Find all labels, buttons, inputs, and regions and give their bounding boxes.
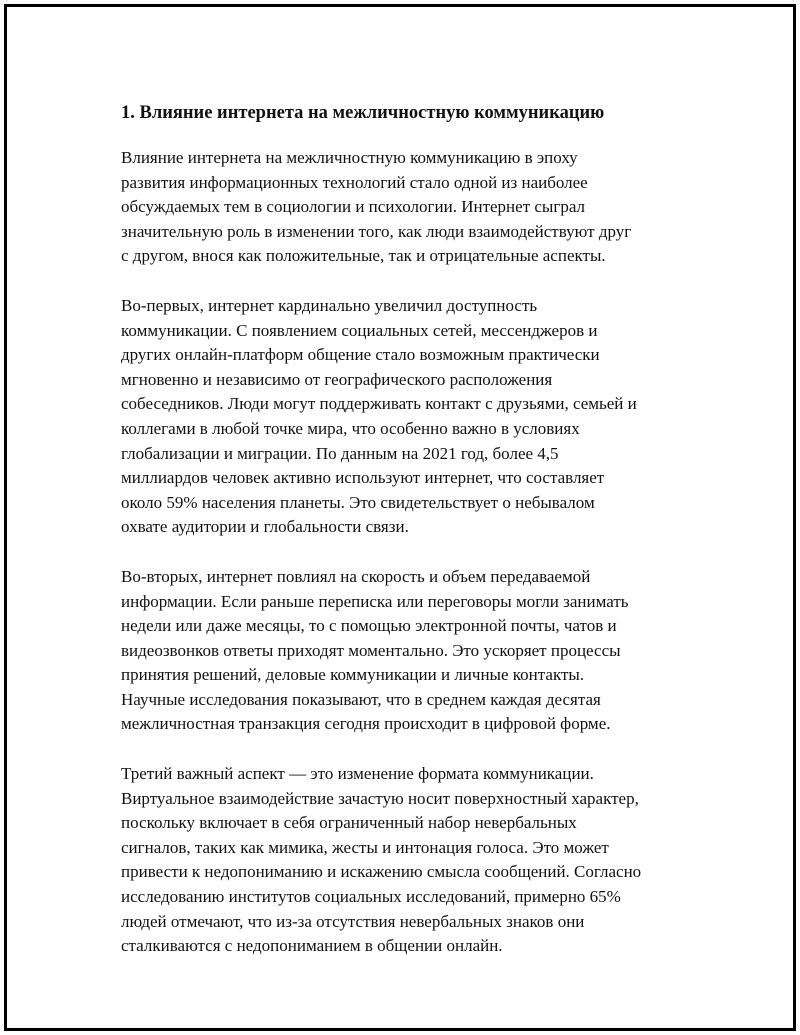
text-line: с другом, внося как положительные, так и отрицательные аспекты. (121, 246, 606, 266)
text-line: исследованию институтов социальных исследований, примерно 65% (121, 887, 621, 907)
text-line: около 59% населения планеты. Это свидетельствует о небывалом (121, 492, 595, 512)
text-line: других онлайн-платформ общение стало возможным практически (121, 345, 600, 365)
text-line: людей отмечают, что из-за отсутствия невербальных знаков они (121, 911, 585, 931)
paragraph-accessibility (121, 294, 701, 540)
text-line: Виртуальное взаимодействие зачастую носит поверхностный характер, (121, 788, 639, 808)
text-line: коллегами в любой точке мира, что особенно важно в условиях (121, 418, 580, 438)
text-line: коммуникации. С появлением социальных сетей, мессенджеров и (121, 320, 598, 340)
text-line: обсуждаемых тем в социологии и психологии. Интернет сыграл (121, 197, 585, 217)
paragraph-format (121, 762, 701, 959)
text-line: Во-первых, интернет кардинально увеличил доступность (121, 295, 538, 315)
text-line: собеседников. Люди могут поддерживать контакт с друзьями, семьей и (121, 394, 637, 414)
text-line: сталкиваются с недопониманием в общении онлайн. (121, 936, 503, 956)
text-line: Влияние интернета на межличностную коммуникацию в эпоху (121, 148, 578, 167)
text-line: мгновенно и независимо от географического расположения (121, 369, 553, 389)
text-line: сигналов, таких как мимика, жесты и интонация голоса. Это может (121, 837, 609, 857)
text-line: недели или даже месяцы, то с помощью электронной почты, чатов и (121, 616, 617, 636)
text-line: миллиардов человек активно используют интернет, что составляет (121, 468, 605, 488)
text-line: информации. Если раньше переписка или переговоры могли занимать (121, 591, 629, 611)
text-line: охвате аудитории и глобальности связи. (121, 517, 409, 537)
section-heading: 1. Влияние интернета на межличностную коммуникацию (121, 103, 605, 123)
document-content (121, 99, 701, 984)
text-line: межличностная транзакция сегодня происходит в цифровой форме. (121, 714, 611, 734)
text-line: видеозвонков ответы приходят моментально. Это ускоряет процессы (121, 640, 621, 660)
paragraph-speed (121, 565, 701, 737)
text-line: Научные исследования показывают, что в среднем каждая десятая (121, 689, 601, 709)
text-line: значительную роль в изменении того, как люди взаимодействуют друг (121, 221, 632, 241)
text-line: принятия решений, деловые коммуникации и личные контакты. (121, 665, 585, 685)
text-line: Третий важный аспект — это изменение формата коммуникации. (121, 764, 594, 784)
text-line: привести к недопониманию и искажению смысла сообщений. Согласно (121, 862, 642, 882)
text-line: поскольку включает в себя ограниченный набор невербальных (121, 813, 577, 833)
text-line: развития информационных технологий стало одной из наиболее (121, 172, 588, 192)
document-page (4, 4, 796, 1031)
text-line: Во-вторых, интернет повлиял на скорость и объем передаваемой (121, 566, 591, 586)
paragraph-intro (121, 146, 701, 269)
text-line: глобализации и миграции. По данным на 2021 год, более 4,5 (121, 443, 559, 463)
